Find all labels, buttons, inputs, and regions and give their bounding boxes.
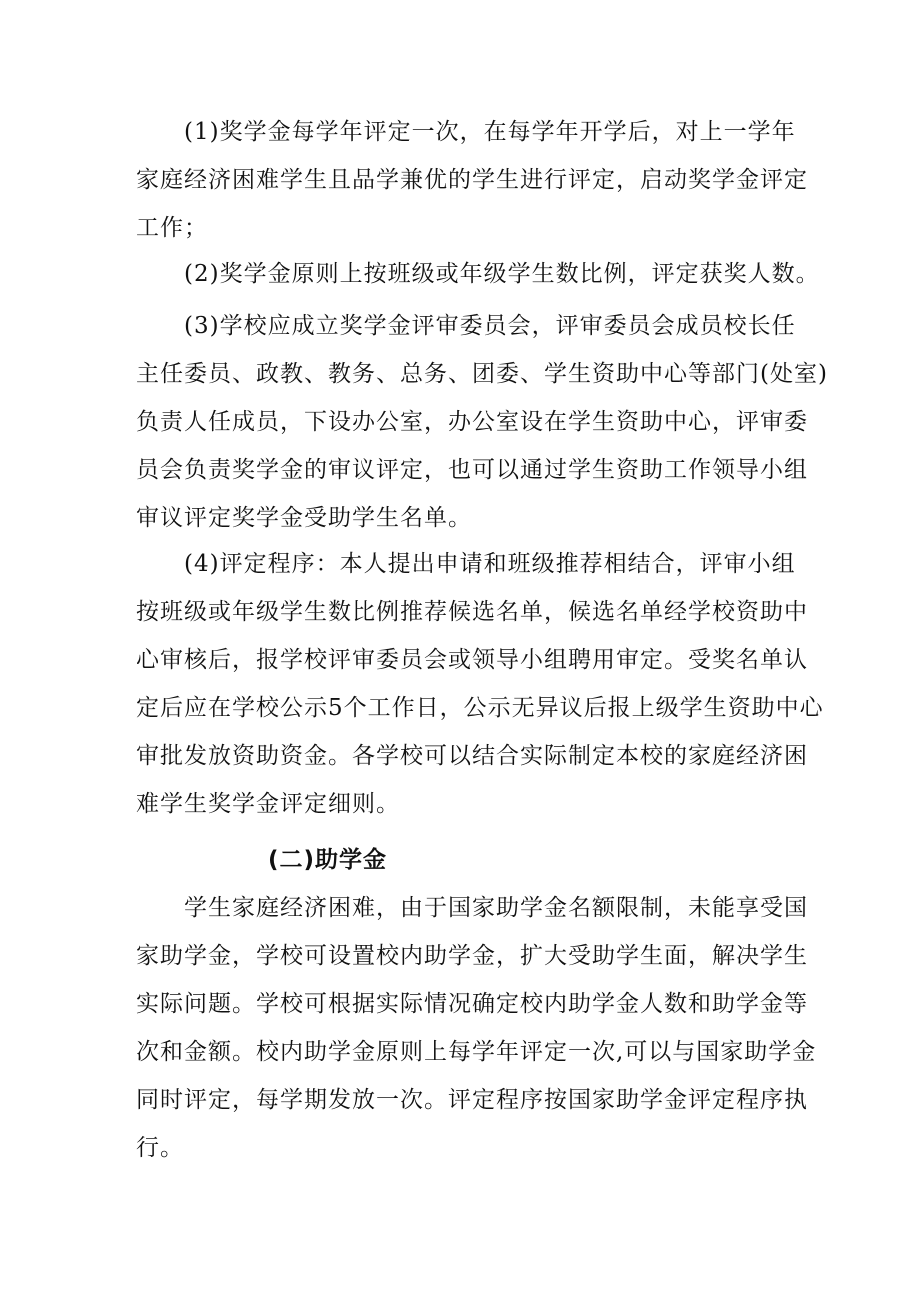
paragraph-5 [136, 884, 817, 1172]
text-line: 行。 [136, 1135, 184, 1161]
text-line: 次和金额。校内助学金原则上每学年评定一次,可以与国家助学金 [136, 1039, 817, 1065]
text-line: 心审核后，报学校评审委员会或领导小组聘用审定。受奖名单认 [136, 647, 808, 673]
paragraph-4 [136, 540, 824, 828]
text-line: (2)奖学金原则上按班级或年级学生数比例，评定获奖人数。 [136, 261, 820, 287]
paragraph-1 [136, 108, 808, 252]
text-line: (4)评定程序：本人提出申请和班级推荐相结合，评审小组 [136, 551, 796, 577]
text-line: 定后应在学校公示5个工作日，公示无异议后报上级学生资助中心 [136, 695, 824, 721]
text-line: 学生家庭经济困难，由于国家助学金名额限制，未能享受国 [136, 895, 808, 921]
text-line: 负责人任成员，下设办公室，办公室设在学生资助中心，评审委 [136, 409, 808, 435]
text-line: (3)学校应成立奖学金评审委员会，评审委员会成员校长任 [136, 313, 796, 339]
text-line: 家庭经济困难学生且品学兼优的学生进行评定，启动奖学金评定 [136, 167, 808, 193]
text-line: (1)奖学金每学年评定一次，在每学年开学后，对上一学年 [136, 119, 796, 145]
text-line: 难学生奖学金评定细则。 [136, 791, 400, 817]
text-line: 实际问题。学校可根据实际情况确定校内助学金人数和助学金等 [136, 991, 808, 1017]
section-heading: (二)助学金 [268, 847, 388, 873]
paragraph-3 [136, 302, 828, 542]
text-line: 审议评定奖学金受助学生名单。 [136, 505, 472, 531]
text-line: 审批发放资助资金。各学校可以结合实际制定本校的家庭经济困 [136, 743, 808, 769]
text-line: 工作； [136, 215, 208, 241]
text-line: 家助学金，学校可设置校内助学金，扩大受助学生面，解决学生 [136, 943, 808, 969]
paragraph-2 [136, 250, 820, 298]
text-line: 按班级或年级学生数比例推荐候选名单，候选名单经学校资助中 [136, 599, 808, 625]
text-line: 主任委员、政教、教务、总务、团委、学生资助中心等部门(处室) [136, 361, 828, 387]
text-line: 同时评定，每学期发放一次。评定程序按国家助学金评定程序执 [136, 1087, 808, 1113]
text-line: 员会负责奖学金的审议评定，也可以通过学生资助工作领导小组 [136, 457, 808, 483]
